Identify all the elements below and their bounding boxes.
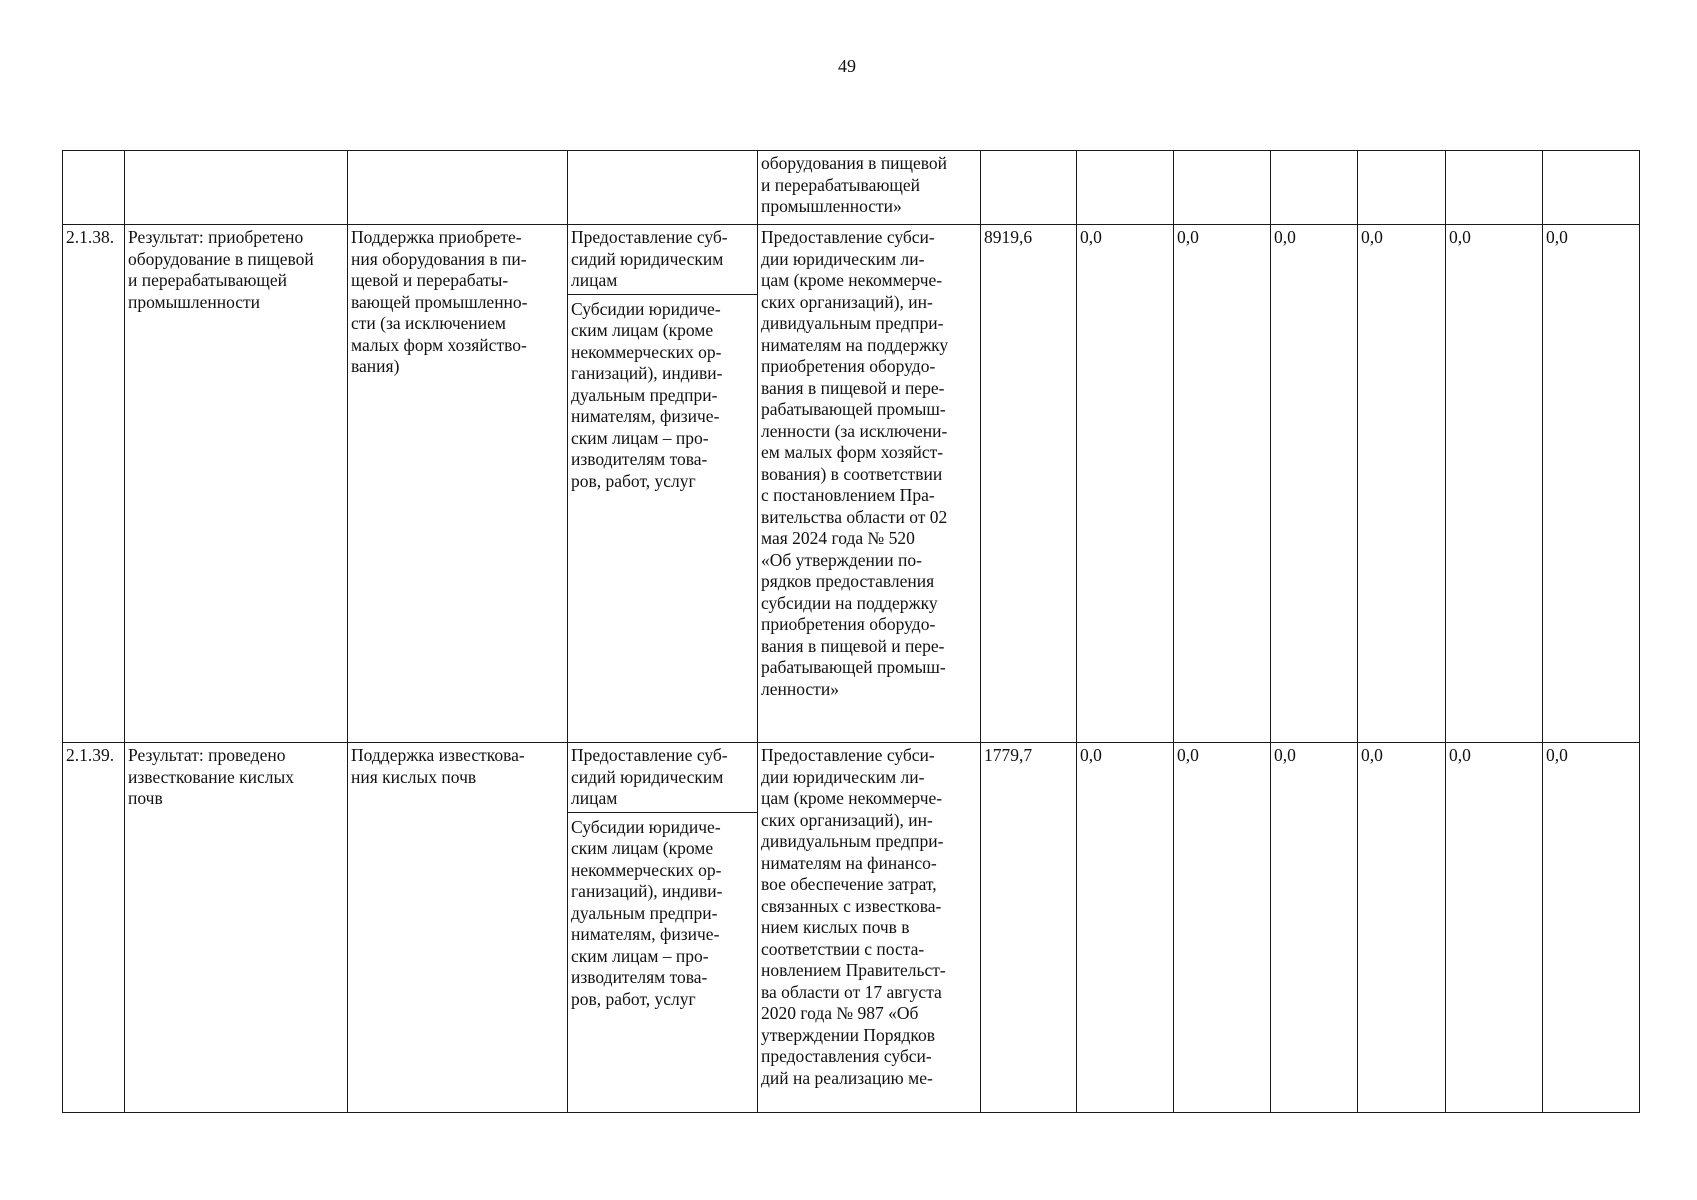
cell-value — [1543, 151, 1640, 225]
result-text: Результат: приобретено оборудование в пищевой и перерабатывающей промышленности — [128, 227, 314, 312]
row-id: 2.1.39. — [66, 745, 115, 765]
cell-result — [125, 743, 348, 1113]
description-text: оборудования в пищевой и перерабатывающей промышленности» — [761, 153, 948, 216]
value-total: 8919,6 — [984, 227, 1033, 247]
row-id: 2.1.38. — [66, 227, 115, 247]
form-top-text: Предоставление суб- сидий юридическим лицам — [568, 225, 757, 295]
cell-description — [758, 743, 981, 1113]
cell-value — [1446, 225, 1543, 743]
cell-form — [568, 225, 758, 743]
cell-result — [125, 151, 348, 225]
value: 0,0 — [1274, 745, 1296, 765]
value: 0,0 — [1361, 745, 1383, 765]
cell-value — [1077, 743, 1174, 1113]
form-bottom-text: Субсидии юридиче- ским лицам (кроме некоммерческих ор- ганизаций), индиви- дуальным предпри- нимателям, физиче- ским лицам – про- изводителям това- ров, работ, услуг — [571, 298, 723, 491]
cell-value — [1271, 743, 1358, 1113]
value: 0,0 — [1080, 745, 1102, 765]
description-text: Предоставление субси- дии юридическим ли- цам (кроме некоммерче- ских организаций), ин- дивидуальным предпри- нимателям на финансо- вое обеспечение затрат, связанных с известкова- нием кислых почв в соответствии с поста- новлением Правительст- ва области от 17 августа 2020 года № 987 «Об утверждении Порядков предоставления субси- дий на реализацию ме- — [761, 745, 946, 1088]
cell-value — [1543, 225, 1640, 743]
cell-result — [125, 225, 348, 743]
cell-measure — [348, 743, 568, 1113]
form-bottom-text: Субсидии юридиче- ским лицам (кроме некоммерческих ор- ганизаций), индиви- дуальным предпри- нимателям, физиче- ским лицам – про- изводителям това- ров, работ, услуг — [571, 816, 723, 1009]
measure-text: Поддержка приобрете- ния оборудования в пи- щевой и перерабаты- вающей промышленно- сти (за исключением малых форм хозяйство- вания) — [351, 227, 528, 376]
value: 0,0 — [1080, 227, 1102, 247]
cell-value — [981, 225, 1077, 743]
cell-value — [1174, 743, 1271, 1113]
cell-value — [1271, 225, 1358, 743]
cell-description — [758, 225, 981, 743]
cell-value — [1358, 151, 1446, 225]
cell-value — [1446, 743, 1543, 1113]
cell-value — [1174, 151, 1271, 225]
cell-id — [63, 151, 125, 225]
result-text: Результат: проведено известкование кислых почв — [128, 745, 294, 808]
cell-value — [1543, 743, 1640, 1113]
cell-value — [1358, 743, 1446, 1113]
value: 0,0 — [1274, 227, 1296, 247]
cell-value — [1077, 151, 1174, 225]
description-text: Предоставление субси- дии юридическим ли- цам (кроме некоммерче- ских организаций), ин- дивидуальным предпри- нимателям на поддержку приобретения оборудо- вания в пищевой и пере- рабатывающей промыш- ленности (за исключени- ем малых форм хозяйст- вования) в соответствии с постановлением Пра- вительства области от 02 мая 2024 года № 520 «Об утверждении по- рядков предоставления субсидии на поддержку приобретения оборудо- вания в пищевой и пере- рабатывающей промыш- ленности» — [761, 227, 949, 699]
value: 0,0 — [1449, 745, 1471, 765]
cell-form — [568, 151, 758, 225]
cell-value — [981, 151, 1077, 225]
continuation-row — [63, 151, 1640, 225]
value-total: 1779,7 — [984, 745, 1033, 765]
measure-text: Поддержка известкова- ния кислых почв — [351, 745, 525, 787]
page-number: 49 — [838, 56, 856, 76]
form-top-text: Предоставление суб- сидий юридическим лицам — [568, 743, 757, 813]
cell-id — [63, 225, 125, 743]
value: 0,0 — [1546, 227, 1568, 247]
cell-value — [1446, 151, 1543, 225]
value: 0,0 — [1449, 227, 1471, 247]
program-table — [62, 150, 1640, 1113]
value: 0,0 — [1177, 745, 1199, 765]
cell-measure — [348, 225, 568, 743]
value: 0,0 — [1361, 227, 1383, 247]
cell-value — [1358, 225, 1446, 743]
cell-value — [1271, 151, 1358, 225]
value: 0,0 — [1177, 227, 1199, 247]
table-row — [63, 225, 1640, 743]
cell-description — [758, 151, 981, 225]
cell-value — [1077, 225, 1174, 743]
cell-form — [568, 743, 758, 1113]
value: 0,0 — [1546, 745, 1568, 765]
cell-value — [1174, 225, 1271, 743]
cell-measure — [348, 151, 568, 225]
cell-id — [63, 743, 125, 1113]
table-row — [63, 743, 1640, 1113]
cell-value — [981, 743, 1077, 1113]
